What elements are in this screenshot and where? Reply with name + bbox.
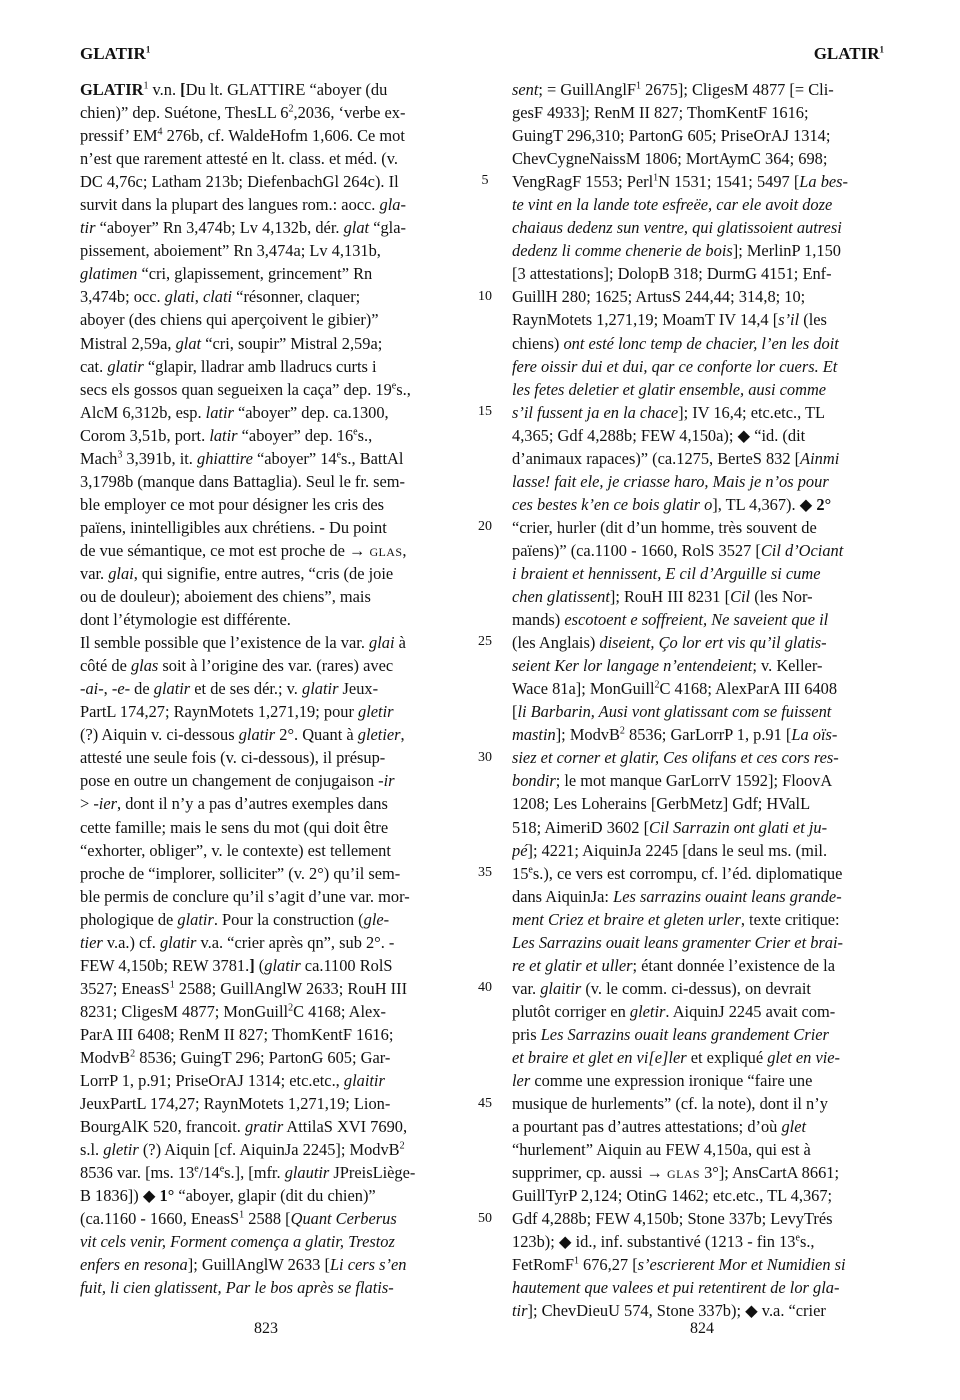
- left-line: pose en outre un changement de conjugaison -ir: [80, 771, 395, 791]
- left-line: tier v.a.) cf. glatir v.a. “crier après qn”, sub 2°. -: [80, 932, 395, 952]
- left-line: de vue sémantique, ce mot est proche de → GLAS,: [80, 540, 407, 560]
- left-line: B 1836]) ◆ 1° “aboyer, glapir (dit du chien)”: [80, 1186, 376, 1206]
- running-head-right: GLATIR$^1$: [813, 44, 884, 63]
- left-line: s.l. gletir (?) Aiquin [cf. AiquinJa 2245]; ModvB$^2$: [80, 1140, 405, 1160]
- line-number: 30: [478, 749, 492, 765]
- right-line: fere oissir dui et dui, qar ce conforte lor cuers. Et: [512, 356, 838, 376]
- left-line: FEW 4,150b; REW 3781.] (glatir ca.1100 RolS: [80, 955, 393, 975]
- left-line: BourgAlK 520, francoit. gratir AttilaS XVI 7690,: [80, 1117, 408, 1137]
- right-line: [li Barbarin, Ausi vont glatissant com se fuissent: [512, 702, 832, 722]
- right-line: chiens) ont esté lonc temp de chacier, l’en les doit: [512, 333, 839, 353]
- left-line: fuit, li cien glatissent, Par le bos après se flatis-: [80, 1278, 394, 1298]
- left-line: 8536 var. [ms. 13e/14es.], [mfr. glautir JPreisLiège-: [80, 1163, 416, 1183]
- right-line: GuillTyrP 2,124; OtinG 1462; etc.etc., TL 4,367;: [512, 1186, 833, 1206]
- right-line: pé]; 4221; AiquinJa 2245 [dans le seul ms. (mil.: [512, 840, 828, 860]
- right-line: a pourtant pas d’autres attestations; d’où glet: [512, 1117, 807, 1137]
- left-line: JeuxPartL 174,27; RaynMotets 1,271,19; Lion-: [80, 1094, 391, 1114]
- left-line: enfers en resona]; GuillAnglW 2633 [Li cers s’en: [80, 1255, 407, 1275]
- left-line: DC 4,76c; Latham 213b; DiefenbachGl 264c). Il: [80, 172, 399, 192]
- right-line: Wace 81a]; MonGuill$^2$C 4168; AlexParA III 6408: [512, 679, 838, 699]
- right-line: ler comme une expression ironique “faire une: [512, 1071, 813, 1091]
- left-line: Corom 3,51b, port. latir “aboyer” dep. 16es.,: [80, 425, 373, 445]
- left-line: (?) Aiquin v. ci-dessous glatir 2°. Quant à gletier,: [80, 725, 405, 745]
- left-line: AlcM 6,312b, esp. latir “aboyer” dep. ca.1300,: [80, 402, 389, 422]
- left-line: 3,474b; occ. glati, clati “résonner, claquer;: [80, 287, 361, 307]
- left-line: (ca.1160 - 1660, EneasS$^1$ 2588 [Quant Cerberus: [80, 1209, 397, 1229]
- right-line: chen glatissent]; RouH III 8231 [Cil (les Nor-: [512, 587, 813, 607]
- running-head-left: GLATIR$^1$: [80, 44, 151, 63]
- line-number: 40: [478, 980, 492, 996]
- right-line: siez et corner et glatir, Ces olifans et ces cors res-: [512, 748, 839, 768]
- right-line: seient Ker lor langage n’entendeient; v. Keller-: [512, 656, 823, 676]
- left-line: GLATIR$^1$ v.n. [Du lt. GLATTIRE “aboyer (du: [80, 80, 388, 99]
- left-line: vit cels venir, Forment comença a glatir, Trestoz: [80, 1232, 395, 1252]
- left-line: Mistral 2,59a, glat “cri, soupir” Mistral 2,59a;: [80, 333, 383, 353]
- right-line: RaynMotets 1,271,19; MoamT IV 14,4 [s’il (les: [512, 310, 827, 330]
- line-number: 15: [478, 403, 492, 419]
- left-line: tir “aboyer” Rn 3,474b; Lv 4,132b, dér. glat “gla-: [80, 218, 406, 238]
- line-number: 20: [478, 519, 492, 535]
- right-line: sent; = GuillAnglF$^1$ 2675]; CligesM 4877 [= Cli-: [512, 80, 834, 99]
- line-number: 10: [478, 288, 492, 304]
- right-line: gesF 4933]; RenM II 827; ThomKentF 1616;: [512, 103, 809, 123]
- right-line: lasse! fait ele, je criasse haro, Mais je n’os pour: [512, 471, 829, 491]
- right-line: ces bestes k’en ce bois glatir o], TL 4,367). ◆ 2°: [512, 494, 832, 514]
- left-line: ou de douleur); aboiement des chiens”, mais: [80, 587, 371, 607]
- right-line: [3 attestations]; DolopB 318; DurmG 4151; Enf-: [512, 264, 832, 284]
- left-line: cat. glatir “glapir, lladrar amb lladrucs curts i: [80, 356, 377, 376]
- right-line: pris Les Sarrazins ouait leans grandement Crier: [512, 1024, 829, 1044]
- right-line: supprimer, cp. aussi → GLAS 3°]; AnsCartA 8661;: [512, 1163, 840, 1183]
- right-line: 1208; Les Loherains [GerbMetz] Gdf; HValL: [512, 794, 811, 814]
- page-number-right: 824: [690, 1320, 714, 1337]
- right-line: chaiaus dedenz sun ventre, qui glatissoient autresi: [512, 218, 842, 238]
- right-line: s’il fussent ja en la chace]; IV 16,4; etc.etc., TL: [512, 402, 826, 422]
- right-line: “hurlement” Aiquin au FEW 4,150a, qui est à: [512, 1140, 811, 1160]
- line-number: 5: [481, 173, 489, 189]
- left-line: ble employer ce mot pour désigner les cris des: [80, 494, 385, 514]
- left-line: LorrP 1, p.91; PriseOrAJ 1314; etc.etc., glaitir: [80, 1071, 385, 1091]
- left-line: Mach$^3$ 3,391b, it. ghiattire “aboyer” 14es., BattAl: [80, 448, 404, 468]
- right-line: 123b); ◆ id., inf. substantivé (1213 - fin 13es.,: [512, 1232, 815, 1252]
- left-line: 8231; CligesM 4877; MonGuill$^2$C 4168; Alex-: [80, 1001, 386, 1021]
- left-line: n’est que rarement attesté en lt. class. et méd. (v.: [80, 149, 398, 169]
- left-line: attesté une seule fois (v. ci-dessous), il présup-: [80, 748, 386, 768]
- left-line: glatimen “cri, glapissement, grincement” Rn: [80, 264, 373, 284]
- left-line: aboyer (des chiens qui aperçoivent le gibier)”: [80, 310, 379, 330]
- right-line: 4,365; Gdf 4,288b; FEW 4,150a); ◆ “id. (dit: [512, 425, 806, 445]
- line-number: 35: [478, 865, 492, 881]
- right-line: plutôt corriger en gletir. AiquinJ 2245 avait com-: [512, 1001, 836, 1021]
- right-line: te vint en la lande tote esfreëe, car ele avoit doze: [512, 195, 833, 215]
- line-number: 50: [478, 1210, 492, 1226]
- page-number-left: 823: [254, 1320, 278, 1337]
- left-line: ModvB$^2$ 8536; GuingT 296; PartonG 605; Gar-: [80, 1047, 391, 1067]
- left-line: cette famille; mais le sens du mot (qui doit être: [80, 817, 389, 837]
- right-line: d’animaux rapaces)” (ca.1275, BerteS 832 [Ainmi: [512, 448, 840, 468]
- right-line: re et glatir et uller; étant donnée l’existence de la: [512, 955, 835, 975]
- right-line: i braient et hennissent, E cil d’Arguille si cume: [512, 563, 821, 583]
- left-line: chien)” dep. Suétone, ThesLL $6^2,2036$, ‘verbe ex-: [80, 103, 406, 123]
- right-line: (les Anglais) diseient, Ço lor ert vis qu’il glatis-: [512, 633, 827, 653]
- left-line: païens, inintelligibles aux chrétiens. - Du point: [80, 517, 387, 537]
- right-line: GuillH 280; 1625; ArtusS 244,44; 314,8; 10;: [512, 287, 806, 307]
- left-line: PartL 174,27; RaynMotets 1,271,19; pour gletir: [80, 702, 394, 722]
- left-line: ParA III 6408; RenM II 827; ThomKentF 1616;: [80, 1024, 394, 1044]
- right-column: [512, 78, 892, 1323]
- right-line: mands) escotoent e soffreient, Ne saveient que il: [512, 610, 829, 630]
- left-line: “exhorter, obliger”, v. le contexte) est tellement: [80, 840, 391, 860]
- left-line: secs els gossos quan segueixen la caça” dep. 19es.,: [80, 379, 411, 399]
- right-line: et braire et glet en vi[e]ler et expliqué glet en vie-: [512, 1047, 841, 1067]
- left-line: Il semble possible que l’existence de la var. glai à: [80, 633, 406, 653]
- left-line: dont l’étymologie est différente.: [80, 610, 291, 630]
- right-line: païens)” (ca.1100 - 1660, RolS 3527 [Cil d’Ociant: [512, 540, 844, 560]
- right-line: 15es.), ce vers est corrompu, cf. l’éd. diplomatique: [512, 863, 843, 883]
- left-line: pressif’ $EM^4$ 276b, cf. WaldeHofm 1,606. Ce mot: [80, 126, 405, 146]
- left-line: proche de “implorer, solliciter” (v. 2°) qu’il sem-: [80, 863, 401, 883]
- line-number: 25: [478, 634, 492, 650]
- left-column: [80, 78, 465, 1299]
- right-line: bondir; le mot manque GarLorrV 1592]; FloovA: [512, 771, 833, 791]
- left-line: 3527; EneasS$^1$ 2588; GuillAnglW 2633; RouH III: [80, 978, 408, 998]
- right-line: GuingT 296,310; PartonG 605; PriseOrAJ 1314;: [512, 126, 831, 146]
- right-line: Les Sarrazins ouait leans gramenter Crier et brai-: [512, 932, 844, 952]
- left-line: -ai-, -e- de glatir et de ses dér.; v. glatir Jeux-: [80, 679, 379, 699]
- right-line: dans AiquinJa: Les sarrazins ouaint leans grande-: [512, 886, 842, 906]
- left-line: phologique de glatir. Pour la construction (gle-: [80, 909, 390, 929]
- line-number: 45: [478, 1095, 492, 1111]
- left-line: survit dans la plupart des langues rom.: aocc. gla-: [80, 195, 406, 215]
- right-line: 518; AimeriD 3602 [Cil Sarrazin ont glati et ju-: [512, 817, 828, 837]
- right-line: musique de hurlements” (cf. la note), dont il n’y: [512, 1094, 828, 1114]
- left-line: pissement, aboiement” Rn 3,474a; Lv 4,131b,: [80, 241, 381, 261]
- left-line: 3,1798b (manque dans Battaglia). Seul le fr. sem-: [80, 471, 406, 491]
- right-line: dedenz li comme chenerie de bois]; MerlinP 1,150: [512, 241, 841, 261]
- left-line: > -ier, dont il n’y a pas d’autres exemples dans: [80, 794, 388, 814]
- right-line: ment Criez et braire et gleten urler, texte critique:: [512, 909, 840, 929]
- right-line: hautement que valees et pui retentirent de lor gla-: [512, 1278, 840, 1298]
- right-line: var. glaitir (v. le comm. ci-dessus), on devrait: [512, 978, 811, 998]
- right-line: “crier, hurler (dit d’un homme, très souvent de: [512, 517, 817, 537]
- left-line: ble permis de conclure qu’il s’agit d’une var. mor-: [80, 886, 410, 906]
- right-line: tir]; ChevDieuU 574, Stone 337b); ◆ v.a. “crier: [512, 1301, 826, 1321]
- right-line: mastin]; ModvB$^2$ 8536; GarLorrP 1, p.91 [La oïs-: [512, 725, 838, 745]
- right-line: ChevCygneNaissM 1806; MortAymC 364; 698;: [512, 149, 828, 169]
- left-line: var. glai, qui signifie, entre autres, “cris (de joie: [80, 563, 394, 583]
- right-line: FetRomF$^1$ 676,27 [s’escrierent Mor et Numidien si: [512, 1255, 846, 1275]
- right-line: VengRagF 1553; Perl$^1$N 1531; 1541; 5497 [La bes-: [512, 172, 848, 192]
- left-line: côté de glas soit à l’origine des var. (rares) avec: [80, 656, 394, 676]
- right-line: Gdf 4,288b; FEW 4,150b; Stone 337b; LevyTrés: [512, 1209, 833, 1229]
- right-line: les fetes deletier et glatir ensemble, ausi comme: [512, 379, 827, 399]
